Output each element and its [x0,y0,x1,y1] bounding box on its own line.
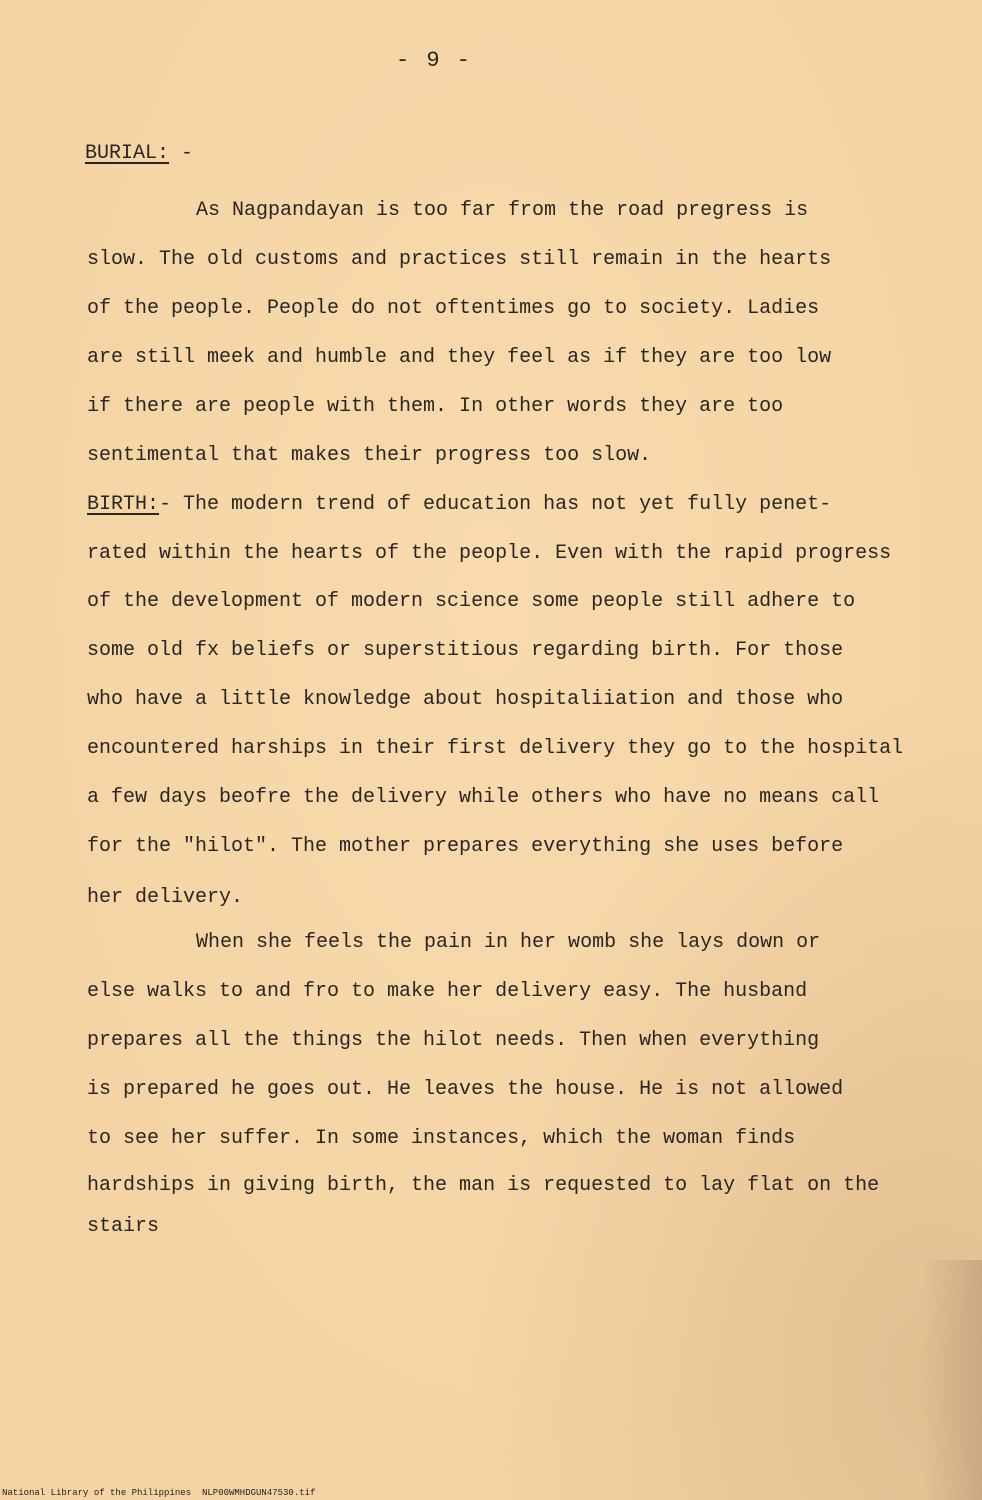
footer-library: National Library of the Philippines [2,1488,192,1498]
paragraph-line: As Nagpandayan is too far from the road pregress is [196,199,809,222]
paragraph-line: if there are people with them. In other words they are too [87,395,784,418]
paragraph-line: for the "hilot". The mother prepares everything she uses before [87,835,844,858]
paragraph-line: a few days beofre the delivery while others who have no means call [87,786,880,809]
birth-first-line: - The modern trend of education has not yet fully penet- [159,493,832,516]
paragraph-line: rated within the hearts of the people. Even with the rapid progress [87,542,892,565]
paragraph-line: slow. The old customs and practices still remain in the hearts [87,248,832,271]
paragraph-line: When she feels the pain in her womb she lays down or [196,931,821,954]
paragraph-line: encountered harships in their first delivery they go to the hospital [87,737,904,760]
paragraph-line: who have a little knowledge about hospitaliiation and those who [87,688,844,711]
footer-filename: NLP00WMHDGUN47530.tif [202,1488,316,1498]
burial-heading: BURIAL: [85,142,170,165]
paragraph-line: some old fx beliefs or superstitious regarding birth. For those [87,639,844,662]
paragraph-line: stairs [87,1215,160,1238]
paper-stain [922,1260,982,1500]
paragraph-line: are still meek and humble and they feel as if they are too low [87,346,832,369]
birth-heading: BIRTH: [87,493,160,516]
paragraph-line: is prepared he goes out. He leaves the house. He is not allowed [87,1078,844,1101]
birth-heading-line [87,493,831,517]
paragraph-line: her delivery. [87,886,244,909]
paragraph-line: hardships in giving birth, the man is requested to lay flat on the [87,1174,880,1197]
paragraph-line: else walks to and fro to make her delivery easy. The husband [87,980,808,1003]
page-number: - 9 - [395,48,472,73]
paragraph-line: of the development of modern science some people still adhere to [87,590,856,613]
paragraph-line: prepares all the things the hilot needs. Then when everything [87,1029,820,1052]
paragraph-line: sentimental that makes their progress too slow. [87,444,652,467]
paragraph-line: of the people. People do not oftentimes go to society. Ladies [87,297,820,320]
burial-heading-dash: - [169,142,194,165]
burial-heading-line [85,142,193,166]
paragraph-line: to see her suffer. In some instances, which the woman finds [87,1127,796,1150]
